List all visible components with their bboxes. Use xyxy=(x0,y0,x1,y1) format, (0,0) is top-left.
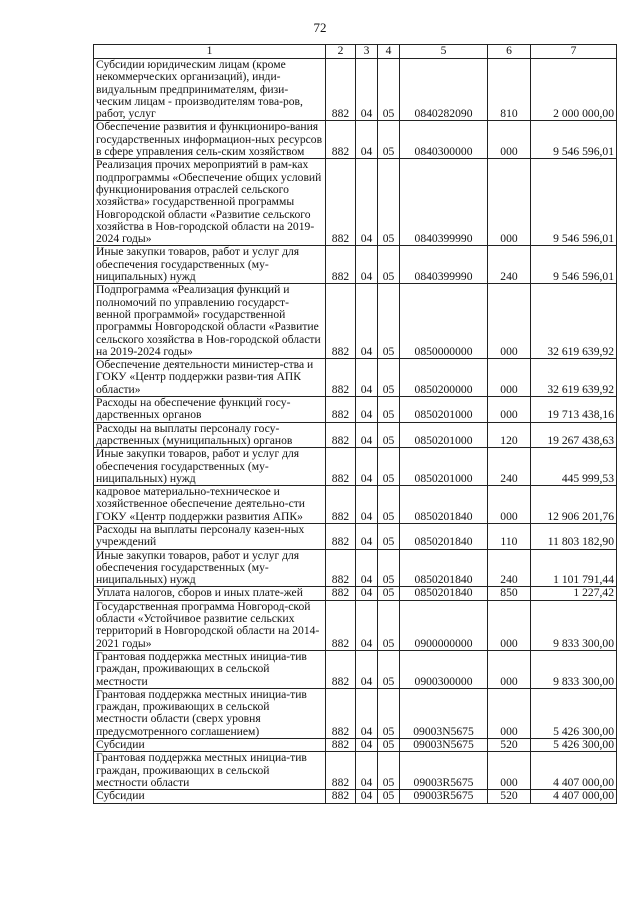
target-item-code: 09003R5675 xyxy=(400,752,488,790)
table-row xyxy=(94,688,617,738)
expense-type-code: 110 xyxy=(488,523,531,549)
section-code: 04 xyxy=(356,284,378,359)
section-code: 04 xyxy=(356,752,378,790)
target-item-code: 0850201840 xyxy=(400,587,488,600)
amount: 2 000 000,00 xyxy=(531,59,617,121)
section-code: 04 xyxy=(356,650,378,688)
subsection-code: 05 xyxy=(378,59,400,121)
expense-type-code: 000 xyxy=(488,688,531,738)
table-row xyxy=(94,121,617,159)
column-header: 2 xyxy=(326,45,356,59)
row-name: Уплата налогов, сборов и иных плате-жей xyxy=(94,587,326,600)
column-header: 7 xyxy=(531,45,617,59)
subsection-code: 05 xyxy=(378,121,400,159)
budget-table xyxy=(93,44,617,804)
subsection-code: 05 xyxy=(378,752,400,790)
ministry-code: 882 xyxy=(326,752,356,790)
row-name: Иные закупки товаров, работ и услуг для обеспечения государственных (му-ниципальных) нужд xyxy=(94,246,326,284)
expense-type-code: 000 xyxy=(488,650,531,688)
section-code: 04 xyxy=(356,688,378,738)
row-name: Субсидии юридическим лицам (кроме некоммерческих организаций), инди-видуальным предпринимателям, физи-ческим лицам - производителям това-ров, работ, услуг xyxy=(94,59,326,121)
table-row xyxy=(94,422,617,448)
subsection-code: 05 xyxy=(378,650,400,688)
section-code: 04 xyxy=(356,448,378,486)
section-code: 04 xyxy=(356,59,378,121)
target-item-code: 0840282090 xyxy=(400,59,488,121)
amount: 4 407 000,00 xyxy=(531,790,617,803)
table-row xyxy=(94,59,617,121)
amount: 9 546 596,01 xyxy=(531,121,617,159)
expense-type-code: 000 xyxy=(488,159,531,246)
target-item-code: 09003N5675 xyxy=(400,688,488,738)
section-code: 04 xyxy=(356,422,378,448)
expense-type-code: 240 xyxy=(488,448,531,486)
section-code: 04 xyxy=(356,549,378,587)
section-code: 04 xyxy=(356,397,378,423)
row-name: Обеспечение развития и функциониро-вания государственных информацион-ных ресурсов в сфере управления сель-ским хозяйством xyxy=(94,121,326,159)
table-row xyxy=(94,790,617,803)
row-name: Расходы на обеспечение функций госу-дарственных органов xyxy=(94,397,326,423)
amount: 445 999,53 xyxy=(531,448,617,486)
ministry-code: 882 xyxy=(326,284,356,359)
target-item-code: 09003N5675 xyxy=(400,739,488,752)
section-code: 04 xyxy=(356,121,378,159)
section-code: 04 xyxy=(356,523,378,549)
column-header: 3 xyxy=(356,45,378,59)
expense-type-code: 240 xyxy=(488,246,531,284)
target-item-code: 0840399990 xyxy=(400,246,488,284)
ministry-code: 882 xyxy=(326,246,356,284)
ministry-code: 882 xyxy=(326,159,356,246)
ministry-code: 882 xyxy=(326,422,356,448)
section-code: 04 xyxy=(356,359,378,397)
subsection-code: 05 xyxy=(378,159,400,246)
amount: 5 426 300,00 xyxy=(531,688,617,738)
row-name: Обеспечение деятельности министер-ства и ГОКУ «Центр поддержки разви-тия АПК области» xyxy=(94,359,326,397)
section-code: 04 xyxy=(356,739,378,752)
ministry-code: 882 xyxy=(326,587,356,600)
table-row xyxy=(94,284,617,359)
expense-type-code: 850 xyxy=(488,587,531,600)
subsection-code: 05 xyxy=(378,523,400,549)
table-row xyxy=(94,246,617,284)
row-name: Субсидии xyxy=(94,790,326,803)
amount: 4 407 000,00 xyxy=(531,752,617,790)
row-name: Иные закупки товаров, работ и услуг для обеспечения государственных (му-ниципальных) нужд xyxy=(94,549,326,587)
table-row xyxy=(94,587,617,600)
subsection-code: 05 xyxy=(378,549,400,587)
section-code: 04 xyxy=(356,159,378,246)
expense-type-code: 000 xyxy=(488,397,531,423)
expense-type-code: 520 xyxy=(488,739,531,752)
subsection-code: 05 xyxy=(378,246,400,284)
section-code: 04 xyxy=(356,600,378,650)
row-name: Грантовая поддержка местных инициа-тив граждан, проживающих в сельской местности области (сверх уровня предусмотренного соглашением) xyxy=(94,688,326,738)
amount: 9 546 596,01 xyxy=(531,159,617,246)
amount: 19 713 438,16 xyxy=(531,397,617,423)
table-row xyxy=(94,448,617,486)
row-name: Субсидии xyxy=(94,739,326,752)
target-item-code: 0850000000 xyxy=(400,284,488,359)
section-code: 04 xyxy=(356,587,378,600)
amount: 5 426 300,00 xyxy=(531,739,617,752)
ministry-code: 882 xyxy=(326,650,356,688)
subsection-code: 05 xyxy=(378,397,400,423)
amount: 12 906 201,76 xyxy=(531,486,617,524)
expense-type-code: 810 xyxy=(488,59,531,121)
ministry-code: 882 xyxy=(326,59,356,121)
subsection-code: 05 xyxy=(378,739,400,752)
table-row xyxy=(94,600,617,650)
expense-type-code: 000 xyxy=(488,121,531,159)
amount: 9 833 300,00 xyxy=(531,650,617,688)
amount: 1 227,42 xyxy=(531,587,617,600)
target-item-code: 0900300000 xyxy=(400,650,488,688)
table-row xyxy=(94,159,617,246)
subsection-code: 05 xyxy=(378,422,400,448)
target-item-code: 0840300000 xyxy=(400,121,488,159)
expense-type-code: 520 xyxy=(488,790,531,803)
target-item-code: 0850201000 xyxy=(400,448,488,486)
column-header: 5 xyxy=(400,45,488,59)
table-row xyxy=(94,523,617,549)
ministry-code: 882 xyxy=(326,486,356,524)
row-name: Грантовая поддержка местных инициа-тив граждан, проживающих в сельской местности области xyxy=(94,752,326,790)
subsection-code: 05 xyxy=(378,486,400,524)
section-code: 04 xyxy=(356,486,378,524)
target-item-code: 0850201840 xyxy=(400,549,488,587)
table-row xyxy=(94,486,617,524)
expense-type-code: 000 xyxy=(488,752,531,790)
amount: 19 267 438,63 xyxy=(531,422,617,448)
column-header: 4 xyxy=(378,45,400,59)
target-item-code: 0850200000 xyxy=(400,359,488,397)
ministry-code: 882 xyxy=(326,790,356,803)
amount: 32 619 639,92 xyxy=(531,284,617,359)
table-header-row xyxy=(94,45,617,59)
ministry-code: 882 xyxy=(326,359,356,397)
amount: 1 101 791,44 xyxy=(531,549,617,587)
table-row xyxy=(94,752,617,790)
subsection-code: 05 xyxy=(378,600,400,650)
ministry-code: 882 xyxy=(326,688,356,738)
table-row xyxy=(94,650,617,688)
target-item-code: 09003R5675 xyxy=(400,790,488,803)
section-code: 04 xyxy=(356,246,378,284)
ministry-code: 882 xyxy=(326,739,356,752)
subsection-code: 05 xyxy=(378,448,400,486)
row-name: Подпрограмма «Реализация функций и полномочий по управлению государст-венной программой» государственной программы Новгородской области «Развитие сельского хозяйства в Нов-городской области на 2019-2024 годы» xyxy=(94,284,326,359)
subsection-code: 05 xyxy=(378,587,400,600)
table-row xyxy=(94,739,617,752)
target-item-code: 0850201000 xyxy=(400,397,488,423)
row-name: Государственная программа Новгород-ской области «Устойчивое развитие сельских территорий в Новгородской области на 2014-2021 годы» xyxy=(94,600,326,650)
subsection-code: 05 xyxy=(378,688,400,738)
target-item-code: 0850201840 xyxy=(400,523,488,549)
ministry-code: 882 xyxy=(326,549,356,587)
expense-type-code: 120 xyxy=(488,422,531,448)
column-header: 6 xyxy=(488,45,531,59)
expense-type-code: 000 xyxy=(488,284,531,359)
target-item-code: 0840399990 xyxy=(400,159,488,246)
target-item-code: 0850201000 xyxy=(400,422,488,448)
expense-type-code: 240 xyxy=(488,549,531,587)
row-name: Иные закупки товаров, работ и услуг для обеспечения государственных (му-ниципальных) нужд xyxy=(94,448,326,486)
table-row xyxy=(94,549,617,587)
section-code: 04 xyxy=(356,790,378,803)
expense-type-code: 000 xyxy=(488,486,531,524)
row-name: Грантовая поддержка местных инициа-тив граждан, проживающих в сельской местности xyxy=(94,650,326,688)
ministry-code: 882 xyxy=(326,397,356,423)
expense-type-code: 000 xyxy=(488,600,531,650)
amount: 9 833 300,00 xyxy=(531,600,617,650)
subsection-code: 05 xyxy=(378,790,400,803)
table-row xyxy=(94,397,617,423)
ministry-code: 882 xyxy=(326,523,356,549)
ministry-code: 882 xyxy=(326,448,356,486)
amount: 32 619 639,92 xyxy=(531,359,617,397)
row-name: Расходы на выплаты персоналу госу-дарственных (муниципальных) органов xyxy=(94,422,326,448)
amount: 9 546 596,01 xyxy=(531,246,617,284)
target-item-code: 0900000000 xyxy=(400,600,488,650)
subsection-code: 05 xyxy=(378,359,400,397)
row-name: Реализация прочих мероприятий в рам-ках подпрограммы «Обеспечение общих условий функционирования отраслей сельского хозяйства» государственной программы Новгородской области «Развитие сельского хозяйства в Нов-городской области на 2019-2024 годы» xyxy=(94,159,326,246)
amount: 11 803 182,90 xyxy=(531,523,617,549)
row-name: Расходы на выплаты персоналу казен-ных учреждений xyxy=(94,523,326,549)
table-row xyxy=(94,359,617,397)
column-header: 1 xyxy=(94,45,326,59)
subsection-code: 05 xyxy=(378,284,400,359)
page-number: 72 xyxy=(313,20,327,35)
row-name: кадровое материально-техническое и хозяйственное обеспечение деятельно-сти ГОКУ «Центр поддержки развития АПК» xyxy=(94,486,326,524)
target-item-code: 0850201840 xyxy=(400,486,488,524)
ministry-code: 882 xyxy=(326,121,356,159)
ministry-code: 882 xyxy=(326,600,356,650)
expense-type-code: 000 xyxy=(488,359,531,397)
